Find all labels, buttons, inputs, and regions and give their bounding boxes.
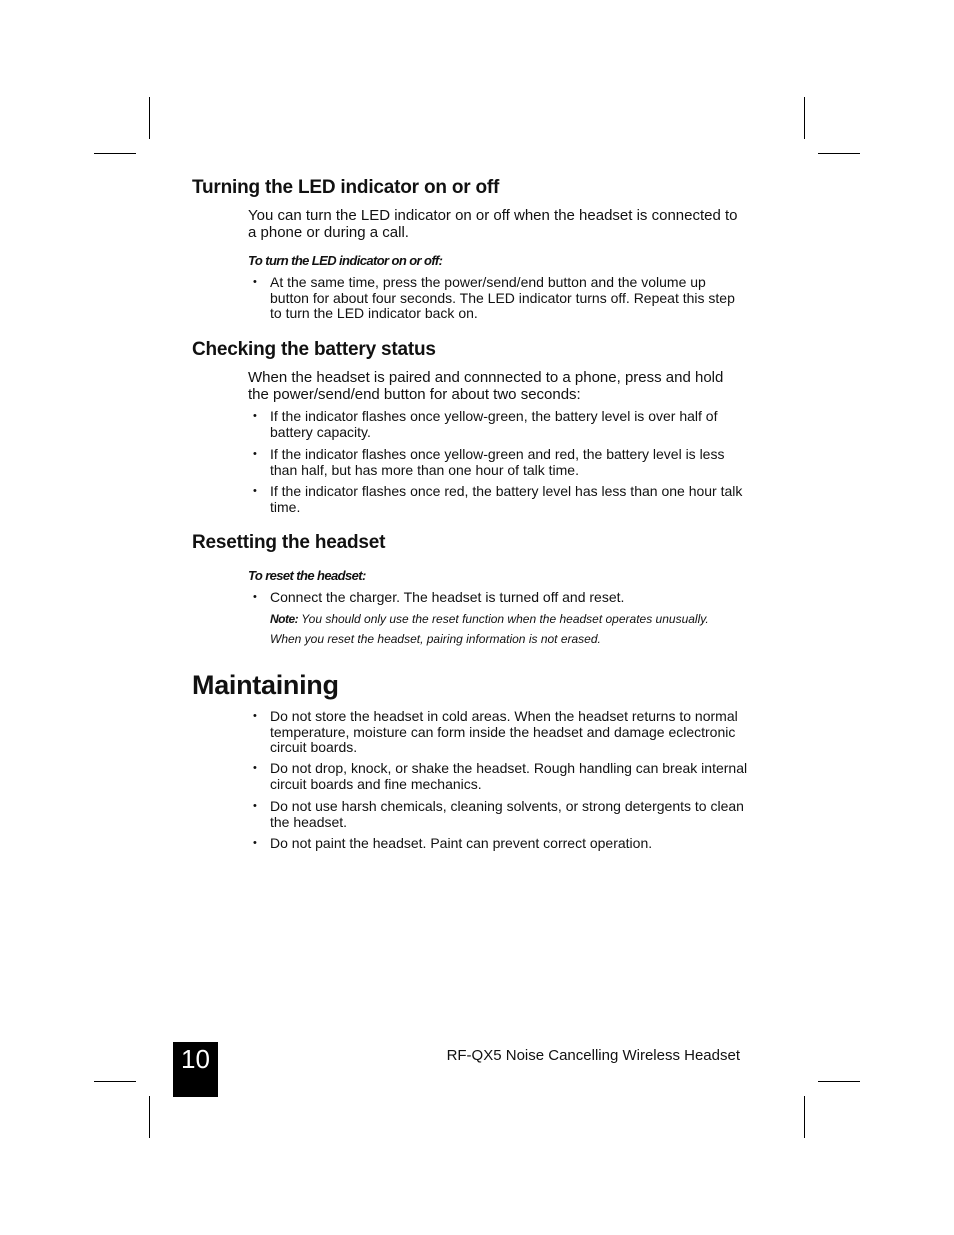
list-item: • Do not use harsh chemicals, cleaning solvents, or strong detergents to clean the headset.: [248, 799, 748, 830]
crop-mark: [149, 97, 150, 139]
list-item: • Do not drop, knock, or shake the headset. Rough handling can break internal circuit boards and fine mechanics.: [248, 761, 748, 792]
maintaining-heading: Maintaining: [192, 670, 339, 700]
page-number-box: [173, 1042, 218, 1097]
list-item: • If the indicator flashes once red, the battery level has less than one hour talk time.: [248, 484, 748, 515]
reset-procedure-title: To reset the headset:: [248, 568, 366, 583]
footer-product-title: RF-QX5 Noise Cancelling Wireless Headset: [446, 1047, 740, 1064]
reset-note: [270, 609, 750, 649]
list-item: • If the indicator flashes once yellow-green and red, the battery level is less than half, but has more than one hour of talk time.: [248, 447, 748, 478]
battery-bullet-list: [248, 409, 748, 440]
led-intro-text: You can turn the LED indicator on or off when the headset is connected to a phone or during a call.: [248, 207, 738, 241]
crop-mark: [818, 153, 860, 154]
battery-intro-text: When the headset is paired and connnected to a phone, press and hold the power/send/end button for about two seconds:: [248, 369, 724, 403]
maintaining-bullet-list: [248, 799, 748, 830]
reset-section-heading: Resetting the headset: [192, 532, 386, 553]
battery-bullet-list: [248, 447, 748, 478]
maintaining-bullet-list: [248, 836, 748, 852]
crop-mark: [804, 97, 805, 139]
list-item: • At the same time, press the power/send/end button and the volume up button for about four seconds. The LED indicator turns off. Repeat this step to turn the LED indicator back on.: [248, 275, 748, 322]
crop-mark: [818, 1081, 860, 1082]
list-item: • Do not paint the headset. Paint can prevent correct operation.: [248, 836, 748, 852]
page-number: 10: [181, 1044, 210, 1074]
list-item: • Do not store the headset in cold areas. When the headset returns to normal temperature, moisture can form inside the headset and damage eclectronic circuit boards.: [248, 709, 748, 756]
battery-bullet-list: [248, 484, 748, 515]
note-label: Note:: [270, 612, 299, 626]
crop-mark: [94, 153, 136, 154]
battery-section-heading: Checking the battery status: [192, 339, 436, 360]
note-line: You should only use the reset function when the headset operates unusually.: [301, 612, 709, 626]
list-item: • If the indicator flashes once yellow-green, the battery level is over half of battery capacity.: [248, 409, 748, 440]
maintaining-bullet-list: [248, 761, 748, 792]
crop-mark: [94, 1081, 136, 1082]
reset-bullet-list: [248, 590, 748, 606]
list-item: • Connect the charger. The headset is turned off and reset.: [248, 590, 748, 606]
note-line: When you reset the headset, pairing information is not erased.: [270, 632, 601, 646]
led-procedure-title: To turn the LED indicator on or off:: [248, 253, 443, 268]
led-bullet-list: [248, 275, 748, 322]
maintaining-bullet-list: [248, 709, 748, 756]
led-section-heading: Turning the LED indicator on or off: [192, 177, 500, 198]
crop-mark: [149, 1096, 150, 1138]
crop-mark: [804, 1096, 805, 1138]
